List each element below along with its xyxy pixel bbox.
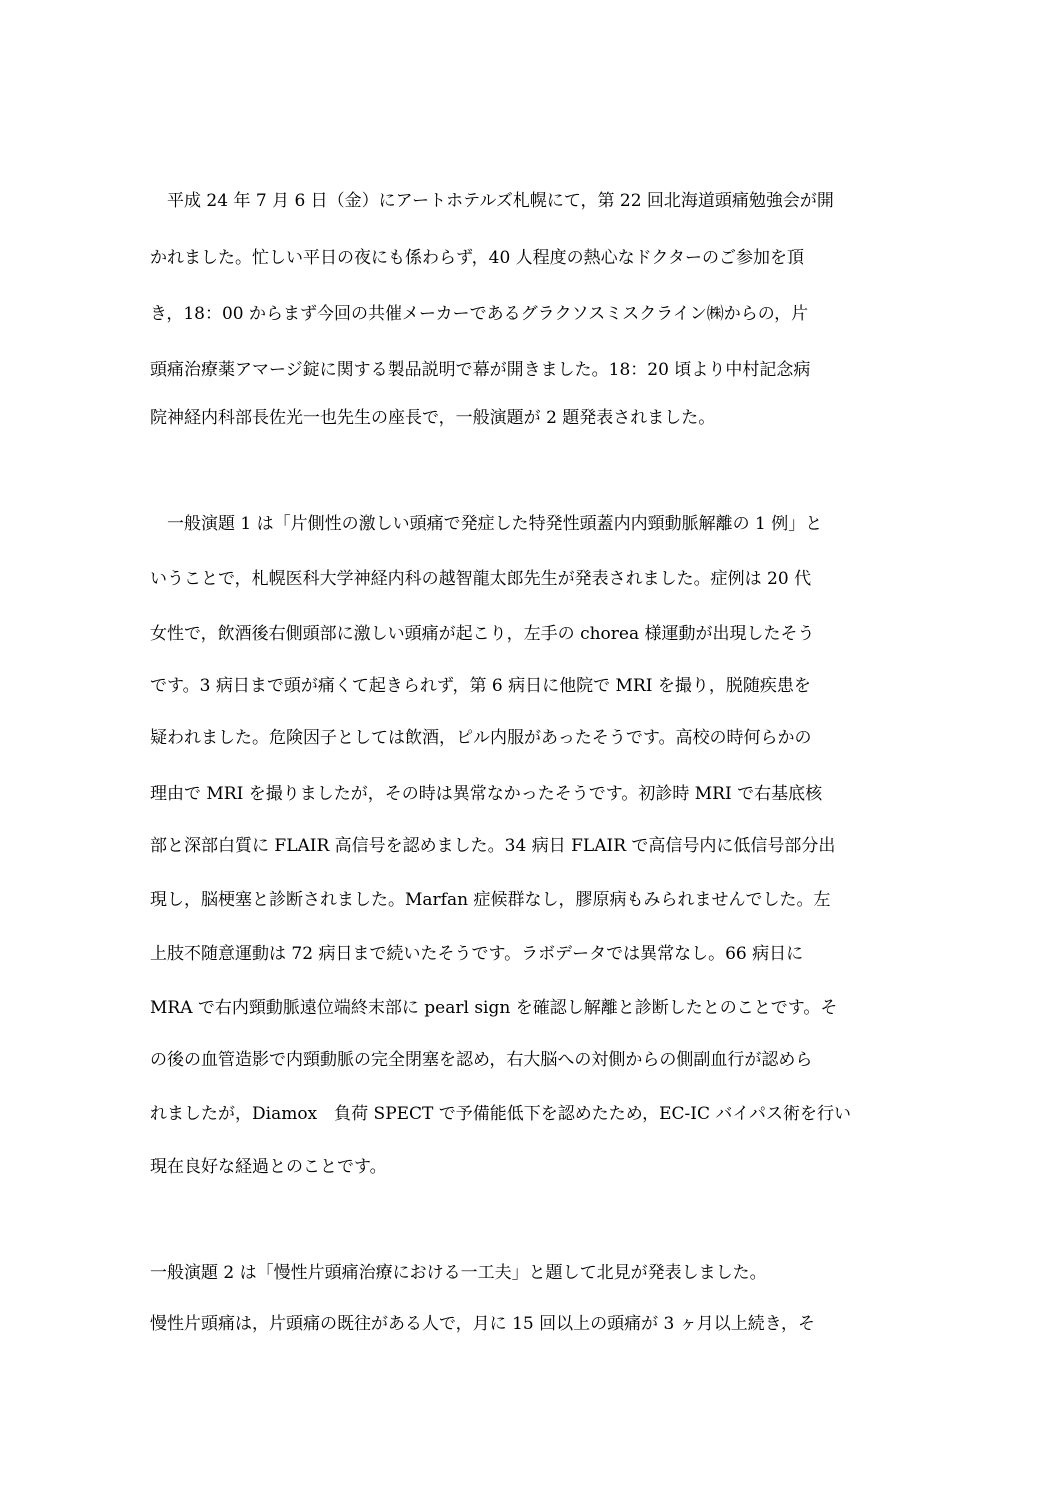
paragraph-line: 平成 24 年 7 月 6 日（金）にアートホテルズ札幌にて，第 22 回北海道頭痛勉強会が開 [150, 191, 834, 211]
paragraph-line: 女性で，飲酒後右側頭部に激しい頭痛が起こり，左手の chorea 様運動が出現したそう [150, 624, 815, 644]
paragraph-line: の後の血管造影で内頸動脈の完全閉塞を認め，右大脳への対側からの側副血行が認めら [150, 1050, 813, 1070]
paragraph-line: れましたが，Diamox 負荷 SPECT で予備能低下を認めたため，EC-IC バイパス術を行い [150, 1104, 852, 1124]
paragraph-line: 院神経内科部長佐光一也先生の座長で，一般演題が 2 題発表されました。 [150, 408, 716, 428]
paragraph-line: 一般演題 2 は「慢性片頭痛治療における一工夫」と題して北見が発表しました。 [150, 1263, 767, 1283]
paragraph-line: かれました。忙しい平日の夜にも係わらず，40 人程度の熱心なドクターのご参加を頂 [150, 248, 804, 268]
paragraph-line: いうことで，札幌医科大学神経内科の越智龍太郎先生が発表されました。症例は 20 代 [150, 569, 812, 589]
paragraph-line: 理由で MRI を撮りましたが，その時は異常なかったそうです。初診時 MRI で右基底核 [150, 784, 823, 804]
paragraph-line: MRA で右内頸動脈遠位端終末部に pearl sign を確認し解離と診断したとのことです。そ [150, 998, 838, 1018]
paragraph-line: 慢性片頭痛は，片頭痛の既往がある人で，月に 15 回以上の頭痛が 3 ヶ月以上続き，そ [150, 1314, 816, 1334]
paragraph-line: 上肢不随意運動は 72 病日まで続いたそうです。ラボデータでは異常なし。66 病日に [150, 944, 804, 964]
paragraph-line: 疑われました。危険因子としては飲酒，ピル内服があったそうです。高校の時何らかの [150, 728, 812, 748]
paragraph-line: 部と深部白質に FLAIR 高信号を認めました。34 病日 FLAIR で高信号内に低信号部分出 [150, 836, 836, 856]
paragraph-line: 頭痛治療薬アマージ錠に関する製品説明で幕が開きました。18：20 頃より中村記念病 [150, 360, 811, 380]
paragraph-line: 現し，脳梗塞と診断されました。Marfan 症候群なし，膠原病もみられませんでした。左 [150, 890, 831, 910]
paragraph-line: 現在良好な経過とのことです。 [150, 1157, 387, 1177]
paragraph-line: です。3 病日まで頭が痛くて起きられず，第 6 病日に他院で MRI を撮り，脱随疾患を [150, 676, 811, 696]
paragraph-line: 一般演題 1 は「片側性の激しい頭痛で発症した特発性頭蓋内内頸動脈解離の 1 例」と [150, 514, 823, 534]
paragraph-line: き，18：00 からまず今回の共催メーカーであるグラクソスミスクライン㈱からの，片 [150, 304, 809, 324]
